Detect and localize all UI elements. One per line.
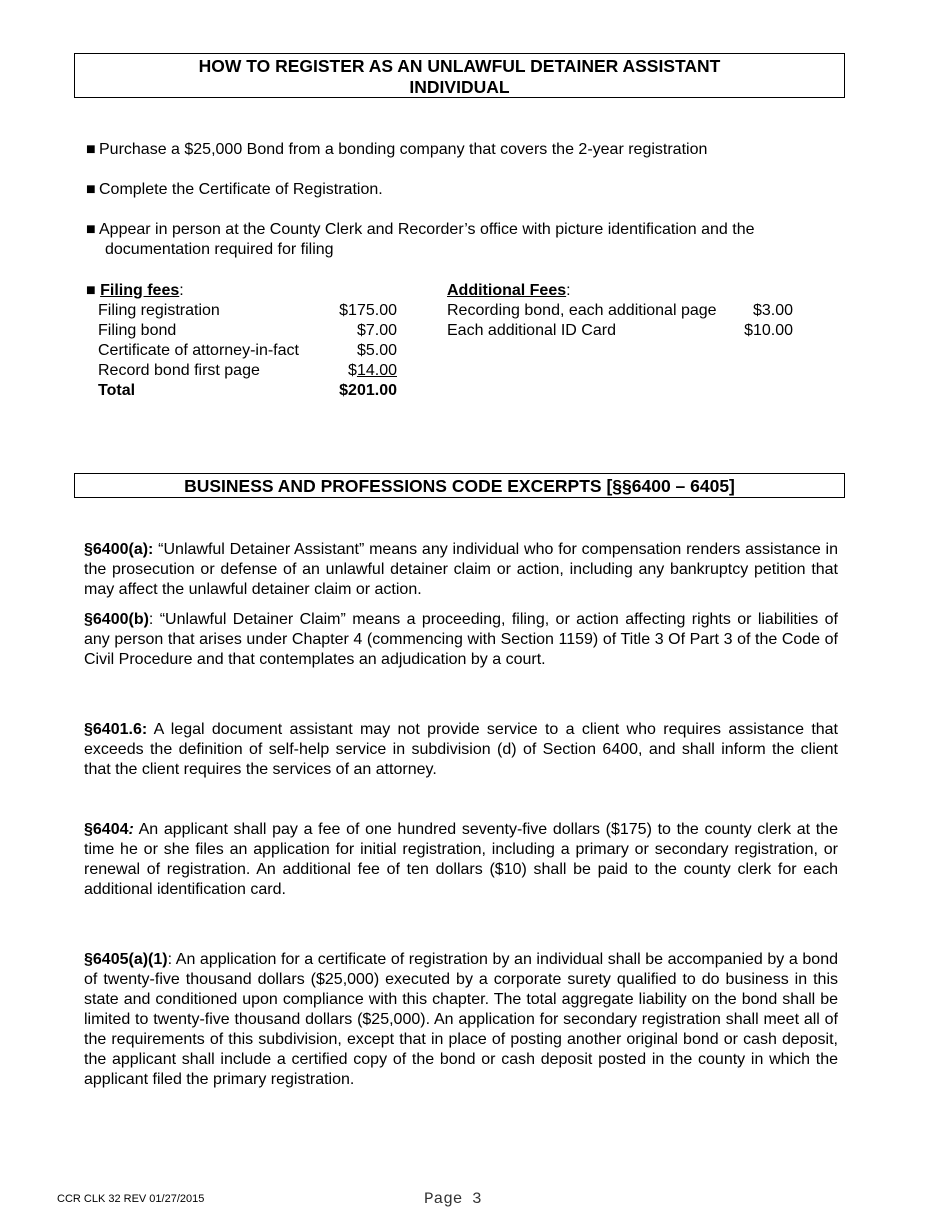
excerpt-text: A legal document assistant may not provide service to a client who requires assistance that exceeds the definition of self-help service in subdivision (d) of Section 6400, and shall inform the client that the client requires the services of an attorney. [84,721,838,778]
filing-fees: ■ Filing fees: Filing registration $175.00 Filing bond $7.00 Certificate of attorney-in-fact $5.00 Record bond first page $14.00 Total $201.00 [86,282,397,399]
excerpt-code: §6400(a): [84,541,154,558]
excerpt-text: : An application for a certificate of registration by an individual shall be accompanied by a bond of twenty-five thousand dollars ($25,000) executed by a corporate surety qualified to do business in this state and conditioned upon compliance with this chapter. The total aggregate liability on the bond shall be limited to twenty-five thousand dollars ($25,000). An application for secondary registration shall meet all of the requirements of this subdivision, except that in place of posting another original bond or cash deposit, the applicant shall include a certified copy of the bond or cash deposit posted in the county in which the applicant filed the primary registration. [84,951,838,1088]
fee-row [86,361,397,381]
excerpt-6401-6 [84,720,838,780]
fee-amount: $7.00 [356,322,397,339]
fee-amount [316,361,397,381]
page-number: Page 3 [424,1190,482,1208]
fee-total-amount: $201.00 [339,382,397,399]
fee-label: Filing bond [98,322,177,339]
fee-label: Record bond first page [98,362,260,379]
fee-currency: $ [348,362,357,379]
excerpt-code: §6401.6: [84,721,148,738]
fee-amount: $5.00 [356,342,397,359]
fee-row [86,341,397,361]
step-1 [86,140,826,160]
fee-label: Each additional ID Card [447,322,616,339]
bullet-square-icon: ■ [86,141,96,158]
additional-fees-heading: Additional Fees [447,282,567,299]
excerpt-text: “Unlawful Detainer Assistant” means any individual who for compensation renders assistance in the prosecution or defense of an unlawful detainer claim or action, including any bankruptcy petition that may affect the unlawful detainer claim or action. [84,541,838,598]
fee-total-row [86,381,397,401]
bullet-square-icon: ■ [86,181,96,198]
fee-label: Recording bond, each additional page [447,302,717,319]
fee-label: Certificate of attorney-in-fact [98,342,299,359]
step-text: Complete the Certificate of Registration. [99,181,383,198]
excerpt-6400a [84,540,838,600]
section-title: BUSINESS AND PROFESSIONS CODE EXCERPTS [§§6400 – 6405] [74,473,845,498]
title-line-2: INDIVIDUAL [409,77,510,97]
step-text-continued: documentation required for filing [105,241,334,258]
excerpt-6405a1 [84,950,838,1090]
excerpt-code-suffix: : [128,821,134,838]
step-text: Purchase a $25,000 Bond from a bonding company that covers the 2-year registration [99,141,708,158]
filing-fees-heading: Filing fees [100,282,180,299]
fee-value: 14.00 [356,362,397,379]
fee-row [86,321,397,341]
excerpt-code: §6404 [84,821,129,838]
fee-amount: $3.00 [752,302,793,319]
fee-amount: $10.00 [744,322,793,339]
excerpt-6404 [84,820,838,900]
fee-total-label: Total [98,382,136,399]
step-3 [86,220,826,260]
bullet-square-icon: ■ [86,282,96,299]
excerpt-code: §6400(b) [84,611,149,628]
fee-amount: $175.00 [339,302,397,319]
step-text: Appear in person at the County Clerk and Recorder’s office with picture identification and the [99,221,755,238]
fee-row [86,301,397,321]
fee-row [447,321,793,341]
bullet-square-icon: ■ [86,221,96,238]
excerpt-code: §6405(a)(1) [84,951,168,968]
fee-row [447,301,793,321]
additional-fees: Additional Fees: Recording bond, each additional page $3.00 Each additional ID Card $10.00 [447,282,793,339]
title-line-1: HOW TO REGISTER AS AN UNLAWFUL DETAINER ASSISTANT [198,56,721,76]
excerpt-text: An applicant shall pay a fee of one hundred seventy-five dollars ($175) to the county clerk at the time he or she files an application for initial registration, including a primary or secondary registration, or renewal of registration. An additional fee of ten dollars ($10) shall be paid to the county clerk for each additional identification card. [84,821,838,898]
excerpt-6400b [84,610,838,670]
excerpt-text: : “Unlawful Detainer Claim” means a proceeding, filing, or action affecting rights or liabilities of any person that arises under Chapter 4 (commencing with Section 1159) of Title 3 Of Part 3 of the Code of Civil Procedure and that contemplates an adjudication by a court. [84,611,838,668]
fee-label: Filing registration [98,302,220,319]
step-2 [86,180,826,200]
page-title [74,53,845,98]
form-id: CCR CLK 32 REV 01/27/2015 [57,1193,205,1205]
